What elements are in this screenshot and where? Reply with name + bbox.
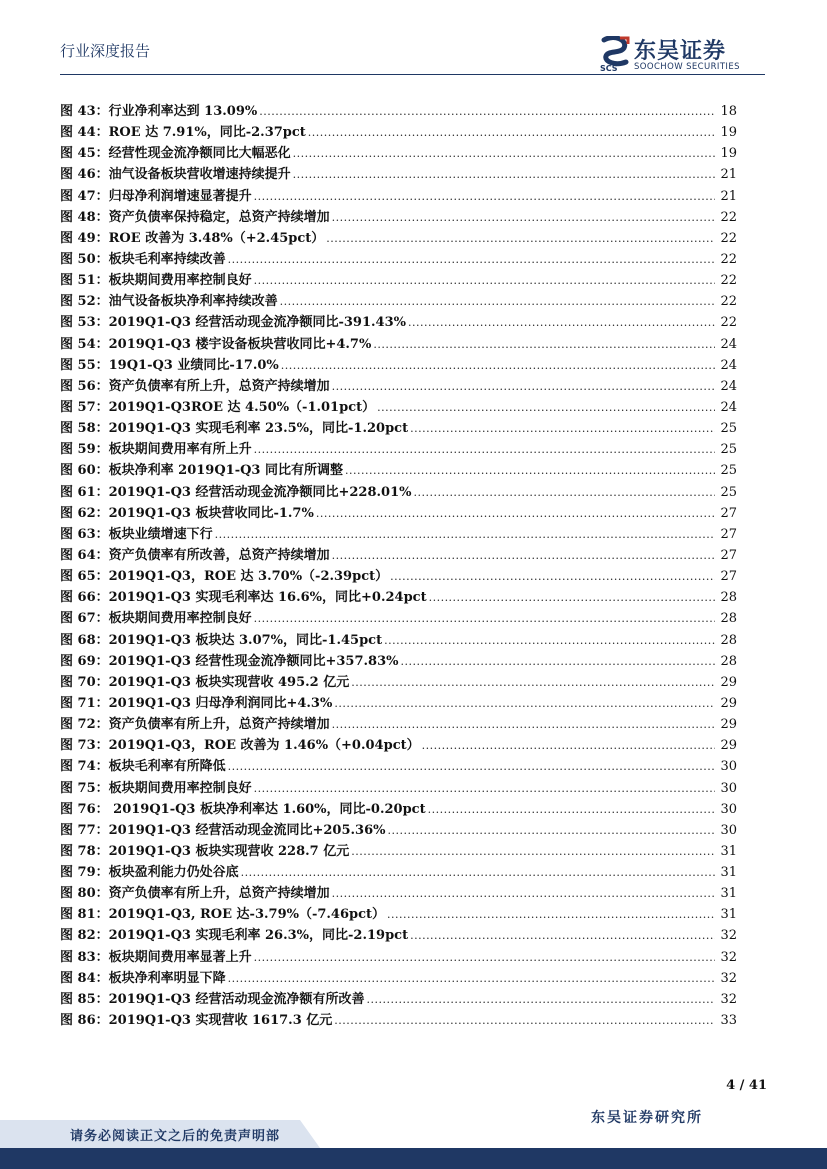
toc-leader-dots [387, 820, 715, 841]
logo-chinese-name: 东吴证券 [634, 39, 727, 64]
disclaimer-notice: 请务必阅读正文之后的免责声明部 [70, 1129, 281, 1144]
toc-page-number: 30 [720, 759, 737, 775]
toc-leader-dots [428, 799, 715, 820]
toc-page-number: 22 [720, 273, 737, 289]
toc-figure-title: 2019Q1-Q3ROE 达 4.50%（-1.01pct） [108, 399, 376, 415]
toc-figure-label: 图 73： [60, 738, 109, 754]
toc-page-number: 27 [720, 547, 737, 563]
toc-figure-label: 图 59： [60, 442, 109, 458]
toc-entry[interactable] [60, 164, 737, 185]
toc-leader-dots [281, 355, 715, 376]
toc-entry[interactable] [60, 207, 737, 228]
toc-entry[interactable] [60, 714, 737, 735]
toc-page-number: 29 [720, 738, 737, 754]
toc-page-number: 30 [720, 801, 737, 817]
toc-leader-dots [241, 862, 715, 883]
toc-page-number: 19 [720, 125, 737, 141]
toc-leader-dots [254, 778, 715, 799]
toc-figure-title: 2019Q1-Q3 经营活动现金流净额同比-391.43% [108, 315, 406, 331]
toc-figure-title: 板块期间费用率控制良好 [108, 780, 252, 796]
toc-figure-label: 图 45： [60, 146, 109, 162]
toc-figure-label: 图 63： [60, 526, 109, 542]
toc-figure-title: 2019Q1-Q3 板块实现营收 495.2 亿元 [108, 674, 350, 690]
toc-entry[interactable] [60, 630, 737, 651]
toc-entry[interactable] [60, 883, 737, 904]
toc-leader-dots [413, 482, 715, 503]
toc-leader-dots [366, 989, 715, 1010]
toc-figure-label: 图 69： [60, 653, 109, 669]
toc-page-number: 24 [720, 378, 737, 394]
toc-page-number: 28 [720, 632, 737, 648]
toc-page-number: 32 [720, 991, 737, 1007]
toc-figure-label: 图 49： [60, 230, 109, 246]
toc-entry[interactable] [60, 291, 737, 312]
toc-page-number: 31 [720, 843, 737, 859]
toc-entry[interactable] [60, 376, 737, 397]
toc-leader-dots [351, 841, 715, 862]
toc-entry[interactable] [60, 778, 737, 799]
toc-page-number: 28 [720, 611, 737, 627]
toc-entry[interactable] [60, 122, 737, 143]
toc-page-number: 22 [720, 209, 737, 225]
toc-figure-title: ROE 达 7.91%，同比-2.37pct [108, 125, 306, 141]
toc-leader-dots [316, 503, 715, 524]
footer-bar [0, 1148, 827, 1169]
toc-page-number: 28 [720, 590, 737, 606]
toc-figure-label: 图 72： [60, 717, 109, 733]
toc-figure-label: 图 82： [60, 928, 109, 944]
toc-figure-title: ROE 改善为 3.48%（+2.45pct） [108, 230, 325, 246]
page-counter: 4 / 41 [726, 1078, 767, 1093]
toc-page-number: 22 [720, 315, 737, 331]
toc-page-number: 29 [720, 695, 737, 711]
toc-leader-dots [387, 904, 715, 925]
toc-figure-label: 图 51： [60, 273, 109, 289]
toc-leader-dots [228, 756, 715, 777]
toc-entry[interactable] [60, 651, 737, 672]
toc-leader-dots [332, 883, 715, 904]
toc-figure-label: 图 53： [60, 315, 109, 331]
toc-figure-title: 行业净利率达到 13.09% [108, 104, 258, 119]
toc-figure-label: 图 56： [60, 378, 109, 394]
toc-leader-dots [410, 418, 715, 439]
toc-figure-title: 2019Q1-Q3 归母净利润同比+4.3% [108, 695, 333, 711]
toc-leader-dots [373, 334, 715, 355]
toc-entry[interactable] [60, 841, 737, 862]
toc-page-number: 19 [720, 146, 737, 162]
toc-leader-dots [377, 397, 715, 418]
toc-entry[interactable] [60, 312, 737, 333]
toc-leader-dots [410, 925, 715, 946]
toc-figure-label: 图 66： [60, 590, 109, 606]
toc-figure-title: 板块期间费用率显著上升 [108, 949, 252, 965]
toc-leader-dots [254, 608, 715, 629]
toc-figure-label: 图 70： [60, 674, 109, 690]
toc-figure-title: 2019Q1-Q3 楼宇设备板块营收同比+4.7% [108, 336, 372, 352]
toc-leader-dots [228, 968, 715, 989]
toc-figure-title: 2019Q1-Q3 板块达 3.07%，同比-1.45pct [108, 632, 383, 648]
toc-figure-label: 图 43： [60, 104, 109, 119]
toc-figure-label: 图 52： [60, 294, 109, 310]
toc-leader-dots [254, 270, 715, 291]
toc-entry[interactable] [60, 439, 737, 460]
toc-page-number: 33 [720, 1013, 737, 1029]
toc-figure-label: 图 65： [60, 569, 109, 585]
toc-figure-title: 2019Q1-Q3 板块实现营收 228.7 亿元 [108, 843, 350, 859]
toc-figure-title: 板块毛利率有所降低 [108, 759, 226, 775]
toc-figure-title: 2019Q1-Q3 经营活动现金流净额有所改善 [108, 991, 365, 1007]
toc-page-number: 24 [720, 336, 737, 352]
toc-page-number: 25 [720, 421, 737, 437]
toc-figure-label: 图 44： [60, 125, 109, 141]
toc-entry[interactable] [60, 503, 737, 524]
toc-figure-title: 资产负债率保持稳定，总资产持续增加 [108, 209, 330, 225]
toc-page-number: 24 [720, 357, 737, 373]
toc-entry[interactable] [60, 228, 737, 249]
toc-page-number: 27 [720, 569, 737, 585]
toc-leader-dots [215, 524, 715, 545]
toc-page-number: 21 [720, 188, 737, 204]
toc-leader-dots [254, 186, 715, 207]
toc-page-number: 18 [720, 104, 737, 119]
logo-mark-text: SCS [600, 64, 618, 72]
toc-page-number: 25 [720, 484, 737, 500]
header-divider [60, 74, 765, 75]
toc-figure-title: 2019Q1-Q3 经营性现金流净额同比+357.83% [108, 653, 399, 669]
toc-figure-label: 图 54： [60, 336, 109, 352]
toc-page-number: 29 [720, 674, 737, 690]
toc-figure-label: 图 64： [60, 547, 109, 563]
toc-figure-title: 2019Q1-Q3 经营活动现金流净额同比+228.01% [108, 484, 412, 500]
toc-page-number: 32 [720, 928, 737, 944]
toc-leader-dots [280, 291, 715, 312]
toc-page-number: 27 [720, 526, 737, 542]
toc-entry[interactable] [60, 947, 737, 968]
toc-leader-dots [332, 545, 715, 566]
toc-figure-label: 图 86： [60, 1013, 109, 1029]
toc-figure-label: 图 62： [60, 505, 109, 521]
toc-figure-label: 图 50： [60, 251, 109, 267]
toc-entry[interactable] [60, 1010, 737, 1031]
toc-leader-dots [332, 714, 715, 735]
toc-figure-label: 图 60： [60, 463, 109, 479]
toc-figure-title: 2019Q1-Q3 实现毛利率达 16.6%，同比+0.24pct [108, 590, 427, 606]
toc-figure-label: 图 75： [60, 780, 109, 796]
toc-figure-label: 图 68： [60, 632, 109, 648]
toc-entry[interactable] [60, 862, 737, 883]
report-type-label: 行业深度报告 [60, 42, 151, 60]
toc-figure-title: 油气设备板块营收增速持续提升 [108, 167, 291, 183]
toc-leader-dots [332, 376, 715, 397]
toc-leader-dots [228, 249, 715, 270]
footer-organization: 东吴证券研究所 [591, 1110, 703, 1126]
toc-entry[interactable] [60, 249, 737, 270]
toc-figure-label: 图 79： [60, 865, 109, 881]
toc-figure-label: 图 74： [60, 759, 109, 775]
toc-leader-dots [308, 122, 715, 143]
toc-leader-dots [293, 164, 715, 185]
toc-page-number: 25 [720, 442, 737, 458]
toc-entry[interactable] [60, 545, 737, 566]
toc-entry[interactable] [60, 334, 737, 355]
toc-page-number: 22 [720, 251, 737, 267]
toc-leader-dots [326, 228, 715, 249]
toc-figure-title: 2019Q1-Q3 板块营收同比-1.7% [108, 505, 314, 521]
toc-figure-label: 图 81： [60, 907, 109, 923]
toc-leader-dots [390, 566, 715, 587]
toc-page-number: 32 [720, 970, 737, 986]
toc-figure-label: 图 67： [60, 611, 109, 627]
toc-entry[interactable] [60, 418, 737, 439]
toc-leader-dots [351, 672, 715, 693]
toc-entry[interactable] [60, 989, 737, 1010]
toc-entry[interactable] [60, 925, 737, 946]
toc-figure-title: 板块期间费用率控制良好 [108, 273, 252, 289]
toc-page-number: 22 [720, 294, 737, 310]
toc-entry[interactable] [60, 904, 737, 925]
toc-figure-label: 图 83： [60, 949, 109, 965]
toc-entry[interactable] [60, 524, 737, 545]
toc-figure-label: 图 58： [60, 421, 109, 437]
toc-entry[interactable] [60, 587, 737, 608]
toc-figure-label: 图 48： [60, 209, 109, 225]
toc-leader-dots [254, 439, 715, 460]
toc-leader-dots [259, 101, 715, 122]
toc-entry[interactable] [60, 355, 737, 376]
toc-figure-label: 图 80： [60, 886, 109, 902]
toc-figure-title: 板块期间费用率控制良好 [108, 611, 252, 627]
toc-entry[interactable] [60, 460, 737, 481]
toc-entry[interactable] [60, 735, 737, 756]
toc-figure-label: 图 61： [60, 484, 109, 500]
logo-mark-icon [598, 36, 632, 72]
toc-leader-dots [408, 312, 715, 333]
toc-page-number: 25 [720, 463, 737, 479]
toc-page-number: 31 [720, 907, 737, 923]
toc-entry[interactable] [60, 968, 737, 989]
toc-entry[interactable] [60, 482, 737, 503]
toc-figure-label: 图 55： [60, 357, 109, 373]
toc-entry[interactable] [60, 693, 737, 714]
toc-figure-title: 2019Q1-Q3 实现毛利率 26.3%，同比-2.19pct [108, 928, 409, 944]
toc-page-number: 29 [720, 717, 737, 733]
toc-figure-title: 2019Q1-Q3，ROE 改善为 1.46%（+0.04pct） [108, 738, 420, 754]
toc-entry[interactable] [60, 799, 737, 820]
toc-entry[interactable] [60, 820, 737, 841]
toc-page-number: 22 [720, 230, 737, 246]
toc-page-number: 30 [720, 822, 737, 838]
toc-entry[interactable] [60, 397, 737, 418]
toc-leader-dots [400, 651, 715, 672]
toc-leader-dots [422, 735, 715, 756]
toc-leader-dots [345, 460, 715, 481]
toc-figure-label: 图 71： [60, 695, 109, 711]
toc-figure-label: 图 78： [60, 843, 109, 859]
toc-figure-label: 图 85： [60, 991, 109, 1007]
toc-page-number: 28 [720, 653, 737, 669]
toc-leader-dots [332, 207, 715, 228]
toc-page-number: 30 [720, 780, 737, 796]
toc-figure-title: 2019Q1-Q3 实现毛利率 23.5%，同比-1.20pct [108, 421, 409, 437]
toc-figure-title: 归母净利润增速显著提升 [108, 188, 252, 204]
toc-entry[interactable] [60, 672, 737, 693]
toc-leader-dots [254, 947, 715, 968]
toc-leader-dots [384, 630, 715, 651]
toc-figure-title: 19Q1-Q3 业绩同比-17.0% [108, 357, 279, 373]
toc-entry[interactable] [60, 101, 737, 122]
toc-leader-dots [293, 143, 715, 164]
toc-figure-label: 图 46： [60, 167, 109, 183]
toc-page-number: 31 [720, 865, 737, 881]
toc-figure-title: 板块期间费用率有所上升 [108, 442, 252, 458]
toc-figure-label: 图 57： [60, 399, 109, 415]
toc-entry[interactable] [60, 186, 737, 207]
toc-figure-label: 图 47： [60, 188, 109, 204]
toc-leader-dots [429, 587, 715, 608]
toc-figure-title: 资产负债率有所上升，总资产持续增加 [108, 717, 330, 733]
figure-table-of-contents [60, 101, 737, 1031]
toc-figure-title: 板块净利率明显下降 [108, 970, 226, 986]
toc-figure-title: 板块毛利率持续改善 [108, 251, 226, 267]
toc-figure-title: 2019Q1-Q3 板块净利率达 1.60%，同比-0.20pct [108, 801, 426, 817]
toc-figure-title: 板块净利率 2019Q1-Q3 同比有所调整 [108, 463, 343, 479]
toc-figure-title: 2019Q1-Q3，ROE 达 3.70%（-2.39pct） [108, 569, 389, 585]
toc-figure-title: 2019Q1-Q3 经营活动现金流同比+205.36% [108, 822, 386, 838]
toc-entry[interactable] [60, 566, 737, 587]
toc-entry[interactable] [60, 608, 737, 629]
toc-figure-title: 2019Q1-Q3, ROE 达-3.79%（-7.46pct） [108, 907, 386, 923]
toc-figure-title: 资产负债率有所改善，总资产持续增加 [108, 547, 330, 563]
toc-figure-title: 2019Q1-Q3 实现营收 1617.3 亿元 [108, 1013, 333, 1029]
logo-english-name: SOOCHOW SECURITIES [634, 62, 740, 72]
toc-leader-dots [334, 693, 715, 714]
toc-figure-title: 资产负债率有所上升，总资产持续增加 [108, 378, 330, 394]
toc-page-number: 31 [720, 886, 737, 902]
toc-entry[interactable] [60, 270, 737, 291]
toc-entry[interactable] [60, 143, 737, 164]
toc-figure-label: 图 77： [60, 822, 109, 838]
toc-leader-dots [334, 1010, 715, 1031]
toc-page-number: 27 [720, 505, 737, 521]
toc-figure-title: 油气设备板块净利率持续改善 [108, 294, 278, 310]
toc-figure-title: 资产负债率有所上升，总资产持续增加 [108, 886, 330, 902]
toc-figure-title: 经营性现金流净额同比大幅恶化 [108, 146, 291, 162]
toc-figure-label: 图 76： [60, 801, 109, 817]
toc-figure-title: 板块业绩增速下行 [108, 526, 213, 542]
toc-entry[interactable] [60, 756, 737, 777]
company-logo [598, 36, 768, 76]
toc-figure-title: 板块盈利能力仍处谷底 [108, 865, 239, 881]
toc-page-number: 24 [720, 399, 737, 415]
toc-figure-label: 图 84： [60, 970, 109, 986]
toc-page-number: 21 [720, 167, 737, 183]
toc-page-number: 32 [720, 949, 737, 965]
